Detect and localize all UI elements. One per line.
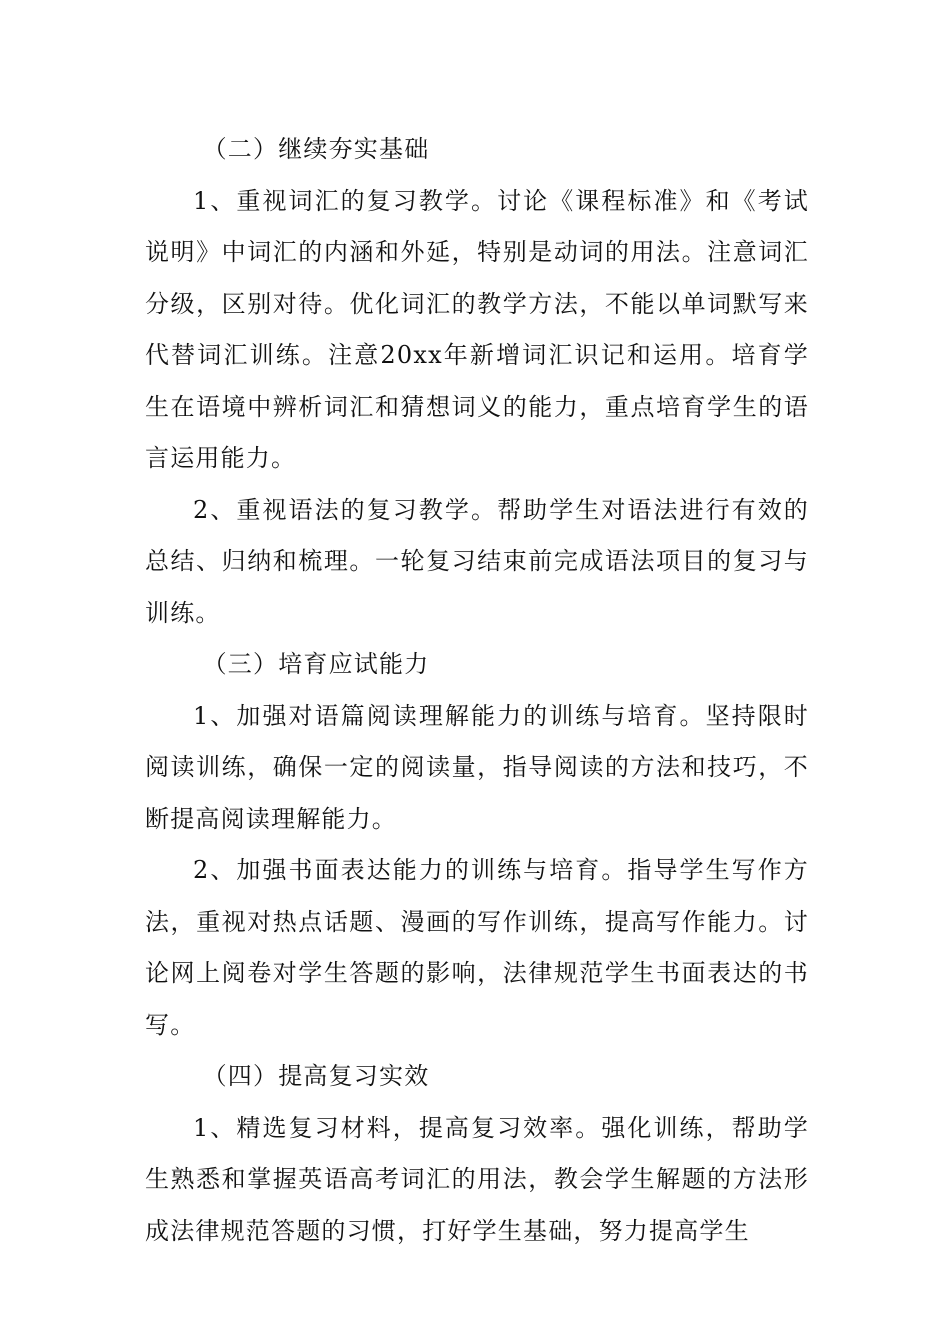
paragraph-reading: 1、加强对语篇阅读理解能力的训练与培育。坚持限时阅读训练，确保一定的阅读量，指导阅读的方法和技巧，不断提高阅读理解能力。: [145, 701, 809, 833]
section-heading-three: （三）培育应试能力: [202, 650, 430, 678]
section-heading-two: （二）继续夯实基础: [202, 135, 430, 163]
paragraph-writing: 2、加强书面表达能力的训练与培育。指导学生写作方法，重视对热点话题、漫画的写作训练，提高写作能力。讨论网上阅卷对学生答题的影响，法律规范学生书面表达的书写。: [145, 856, 809, 1039]
paragraph-vocabulary: 1、重视词汇的复习教学。讨论《课程标准》和《考试说明》中词汇的内涵和外延，特别是动词的用法。注意词汇分级，区别对待。优化词汇的教学方法，不能以单词默写来代替词汇训练。注意20xx年新增词汇识记和运用。培育学生在语境中辨析词汇和猜想词义的能力，重点培育学生的语言运用能力。: [145, 186, 809, 472]
section-heading-four: （四）提高复习实效: [202, 1062, 430, 1090]
paragraph-materials: 1、精选复习材料，提高复习效率。强化训练，帮助学生熟悉和掌握英语高考词汇的用法，教会学生解题的方法形成法律规范答题的习惯，打好学生基础，努力提高学生: [145, 1113, 809, 1245]
document-body: [145, 124, 809, 1257]
paragraph-grammar: 2、重视语法的复习教学。帮助学生对语法进行有效的总结、归纳和梳理。一轮复习结束前完成语法项目的复习与训练。: [145, 495, 809, 627]
